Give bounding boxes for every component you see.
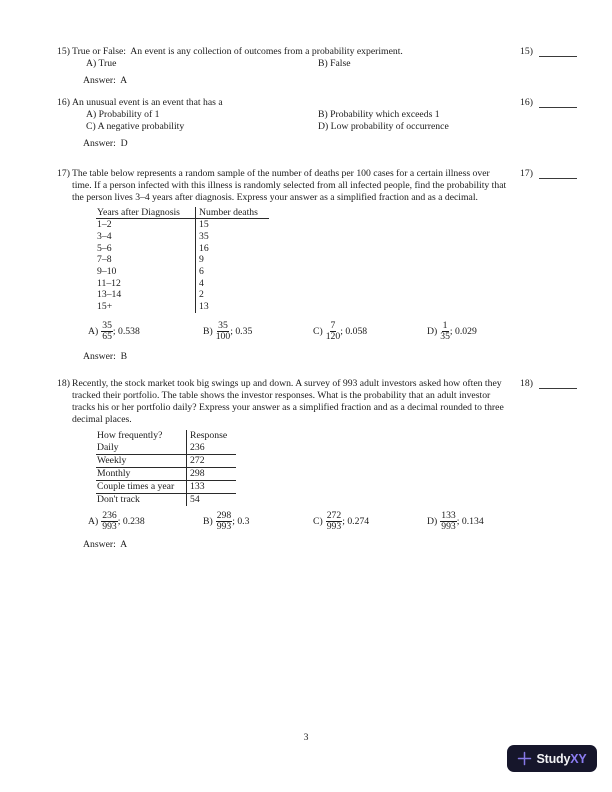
fraction [326,511,343,533]
table-row [96,254,269,266]
answer-reference [520,168,577,180]
table-cell: 13 [199,301,209,313]
fraction-denominator: 65 [102,331,112,343]
option-b [203,511,249,533]
table-row [96,480,236,493]
option-b [318,58,510,71]
table-row [96,278,269,290]
fraction-denominator: 35 [440,331,450,343]
page-number: 3 [303,732,309,743]
option-label: C) [313,515,323,527]
reference-number: 15) [520,46,533,57]
answer-value: D [120,137,128,149]
option-b [318,109,510,122]
option-label: D) [318,121,329,132]
option-label: B) [203,515,213,527]
fraction-numerator: 35 [218,319,228,331]
table-header: Years after Diagnosis [96,207,196,219]
question-18 [57,378,587,551]
table-cell: Couple times a year [96,480,187,493]
logo-text-study: Study [536,751,571,766]
fraction-numerator: 272 [326,509,342,521]
option-list [72,109,510,134]
decimal-value: ; 0.3 [232,515,250,527]
table-cell: Monthly [96,467,187,480]
table-row [96,289,269,301]
table-header-row [96,207,269,219]
table-row [96,442,236,455]
fraction [440,321,450,343]
table-cell: 133 [190,480,205,492]
reference-number: 17) [520,167,533,179]
question-16 [57,97,587,150]
table-row [96,493,236,506]
option-list [72,58,510,71]
table-row [96,454,236,467]
fraction-numerator: 35 [102,319,112,331]
table-cell: 7–8 [96,254,196,266]
question-number: 15) [57,46,70,57]
question-number: 18) [57,377,70,389]
answer-line [72,75,510,87]
answer-label: Answer: [83,137,116,149]
option-text: Probability of 1 [98,108,160,120]
table-cell: 3–4 [96,231,196,243]
logo-text [536,753,586,765]
decimal-value: ; 0.238 [117,515,145,527]
answer-blank [539,387,577,389]
deaths-table [96,207,269,313]
answer-label: Answer: [83,350,116,362]
fraction [326,321,341,343]
answer-line [72,138,510,150]
table-cell: 9 [199,254,204,266]
answer-reference [520,97,577,109]
table-cell: 13–14 [96,289,196,301]
option-text: Low probability of occurrence [330,121,449,132]
option-label: A) [88,515,99,527]
question-text: Recently, the stock market took big swings up and down. A survey of 993 adult investors asked how often they tracked their portfolio. The table shows the investor responses. What is the probability that an adult investor tracks his or her portfolio daily? Express your answer as a simplified fraction and as a decimal rounded to three decimal places. [72,377,504,425]
table-cell: 9–10 [96,266,196,278]
answer-value: B [120,350,128,362]
fraction [101,321,113,343]
option-label: D) [427,515,438,527]
fraction-numerator: 298 [216,509,232,521]
table-cell: 5–6 [96,243,196,255]
table-row [96,243,269,255]
option-d [318,121,510,134]
answer-blank [539,177,577,179]
studyxy-logo [507,745,597,772]
option-label: D) [427,325,438,337]
answer-blank [539,106,577,108]
option-b [203,321,252,343]
plus-icon [517,751,532,766]
question-17 [57,168,587,363]
answer-reference [520,378,577,390]
question-number: 17) [57,167,70,179]
question-text: An unusual event is an event that has a [72,96,223,108]
table-cell: 272 [190,454,205,466]
table-cell: 6 [199,266,204,278]
table-row [96,301,269,313]
survey-table [96,430,236,506]
table-cell: 1–2 [96,219,196,231]
answer-line [72,351,510,363]
answer-label: Answer: [83,538,116,550]
decimal-value: ; 0.538 [112,325,140,337]
answer-value: A [120,538,128,550]
option-text: True [98,58,117,69]
question-text: True or False: An event is any collection of outcomes from a probability experiment. [72,46,403,57]
decimal-value: ; 0.058 [340,325,368,337]
table-cell: 16 [199,242,209,254]
reference-number: 16) [520,96,533,108]
option-c [313,321,367,343]
option-a [88,511,145,533]
fraction [216,511,233,533]
option-label: B) [203,325,213,337]
option-label: B) [318,58,328,69]
table-cell: 54 [190,493,200,505]
option-label: B) [318,108,328,120]
table-cell: Weekly [96,454,187,467]
option-label: A) [88,325,99,337]
table-header: How frequently? [96,430,187,442]
answer-blank [539,55,577,57]
table-cell: 4 [199,277,204,289]
option-label: C) [313,325,323,337]
option-a [86,109,318,122]
table-cell: 35 [199,230,209,242]
question-text: The table below represents a random sample of the number of deaths per 100 cases for a certain illness over time. If a person infected with this illness is randomly selected from all infected people, find the probability that the person lives 3–4 years after diagnosis. Express your answer as a simplified fraction and as a decimal. [72,167,507,203]
fraction-numerator: 236 [102,509,117,521]
fraction-option-list [72,321,510,345]
fraction-denominator: 993 [326,521,342,533]
fraction-denominator: 100 [215,331,231,343]
table-cell: 11–12 [96,278,196,290]
option-text: False [330,58,351,69]
table-row [96,467,236,480]
logo-text-xy: XY [570,751,587,766]
option-label: C) [86,121,96,132]
option-d [427,511,484,533]
answer-line [72,539,510,551]
table-row [96,231,269,243]
fraction-option-list [72,511,510,535]
table-cell: 15+ [96,301,196,313]
option-label: A) [86,58,97,69]
table-cell: Don't track [96,493,187,506]
fraction-numerator: 1 [442,319,448,331]
option-text: Probability which exceeds 1 [330,108,440,120]
table-row [96,219,269,231]
option-c [313,511,369,533]
fraction-denominator: 993 [216,521,232,533]
fraction-denominator: 993 [441,521,456,533]
option-c [86,121,318,134]
decimal-value: ; 0.274 [342,515,370,527]
fraction-numerator: 7 [330,319,336,331]
fraction-denominator: 120 [325,331,341,343]
fraction [101,511,118,533]
decimal-value: ; 0.029 [449,325,477,337]
answer-label: Answer: [83,74,116,86]
reference-number: 18) [520,377,533,389]
option-label: A) [86,108,97,120]
answer-value: A [120,74,128,86]
option-a [88,321,140,343]
table-header: Response [190,429,228,441]
question-number: 16) [57,96,70,108]
table-row [96,266,269,278]
table-header-row [96,430,236,442]
table-cell: 236 [190,441,205,453]
fraction-denominator: 993 [102,521,117,533]
table-cell: 15 [199,219,209,231]
decimal-value: ; 0.134 [456,515,484,527]
fraction-numerator: 133 [441,509,456,521]
decimal-value: ; 0.35 [230,325,253,337]
table-cell: 2 [199,289,204,301]
fraction [216,321,231,343]
option-text: A negative probability [97,121,185,132]
option-a [86,58,318,71]
fraction [440,511,457,533]
table-cell: Daily [96,442,187,455]
question-15 [57,46,587,87]
option-d [427,321,477,343]
answer-reference [520,46,577,58]
table-cell: 298 [190,467,205,479]
table-header: Number deaths [196,207,270,219]
